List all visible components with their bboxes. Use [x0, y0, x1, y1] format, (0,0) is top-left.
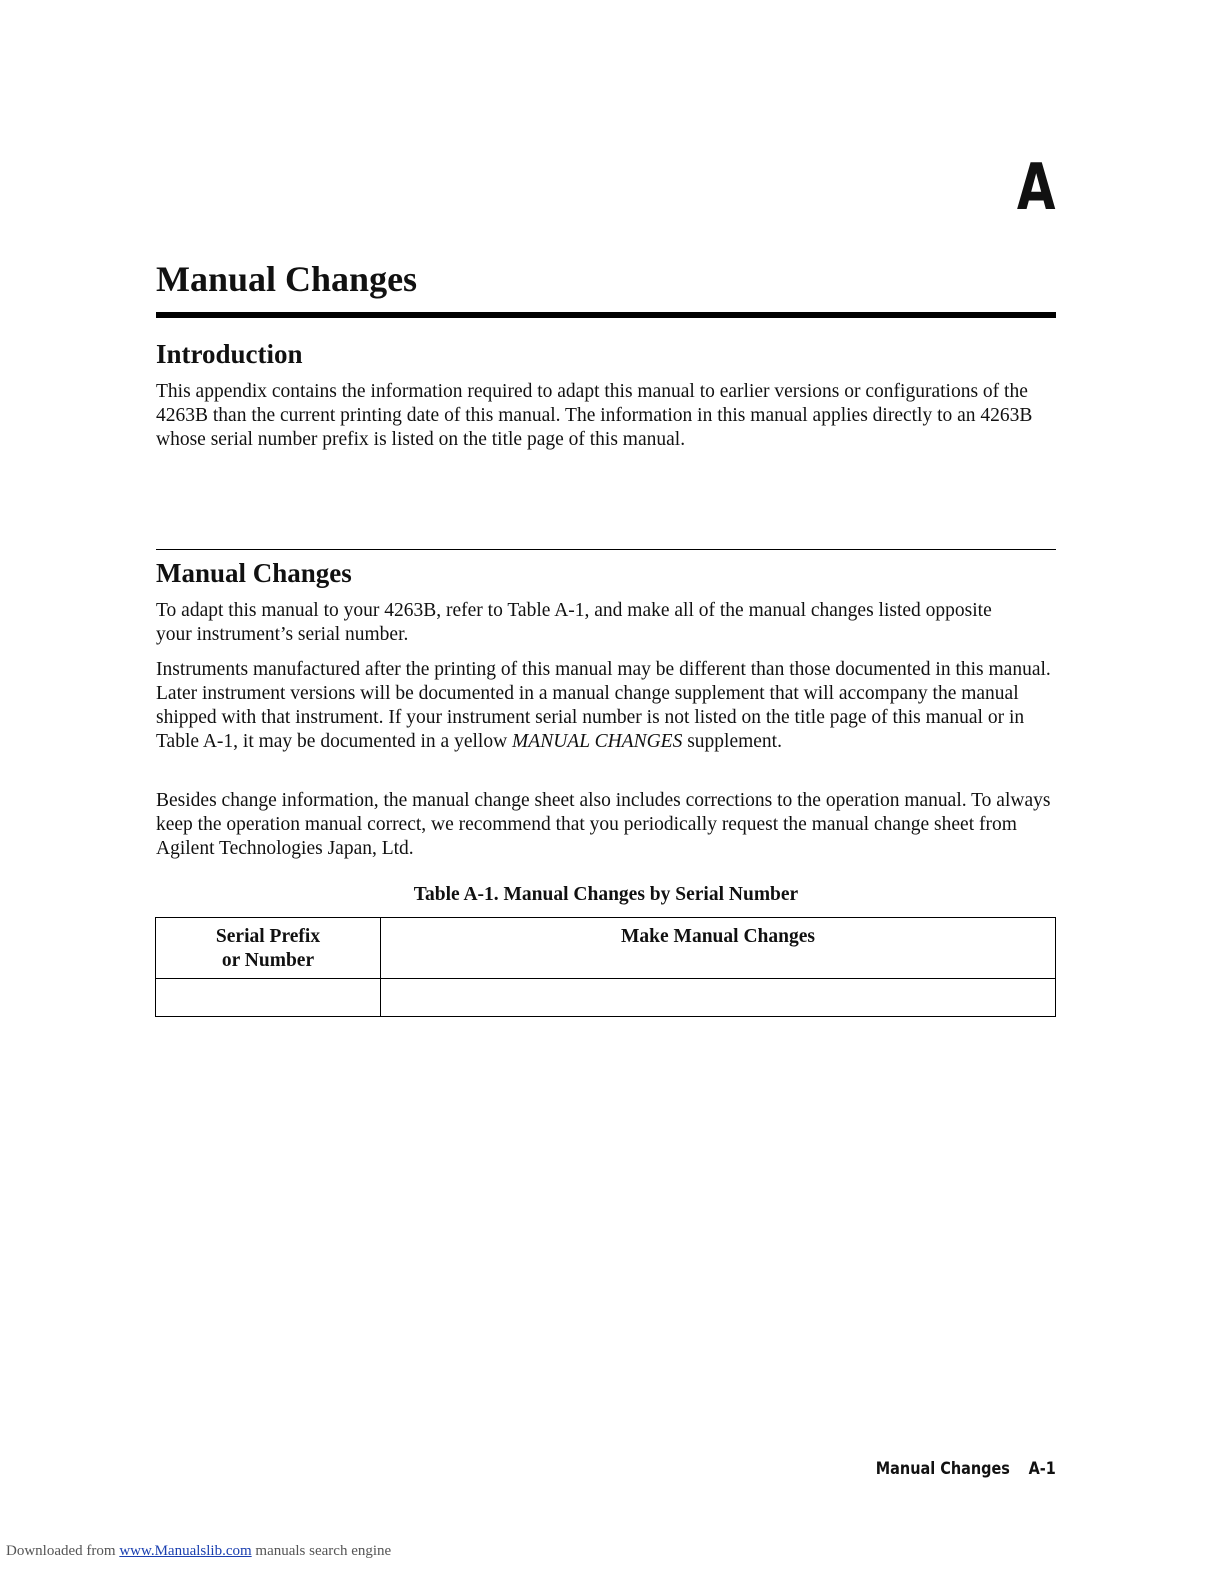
download-note: [6, 1542, 391, 1560]
chapter-letter: A: [1017, 151, 1056, 225]
manual-changes-table: [155, 917, 1056, 1017]
page-footer: [876, 1458, 1056, 1480]
download-note-suffix: manuals search engine: [251, 1543, 392, 1559]
column-header-serial-line1: Serial Prefix: [215, 926, 321, 947]
manualslib-link[interactable]: www.Manualslib.com: [119, 1543, 252, 1559]
manual-changes-supplement-name: MANUAL CHANGES: [512, 731, 683, 752]
chapter-title-rule: [156, 312, 1056, 318]
download-note-prefix: Downloaded from: [6, 1543, 120, 1559]
introduction-heading: Introduction: [156, 339, 303, 369]
manual-changes-paragraph-3: Besides change information, the manual change sheet also includes corrections to the operation manual. To always keep the operation manual correct, we recommend that you periodically request the manual change sheet from Agilent Technologies Japan, Ltd.: [156, 790, 1051, 859]
manual-changes-heading: Manual Changes: [156, 558, 352, 588]
manual-changes-paragraph-2: [156, 658, 1056, 754]
paragraph-2-text: Instruments manufactured after the printing of this manual may be different than those documented in this manual. Later instrument versions will be documented in a manual change supplement that will accompany the manual shipped with that instrument. If your instrument serial number is not listed on the title page of this manual or in Table A-1, it may be documented in a yellow: [156, 659, 1051, 752]
manual-changes-paragraph-1: To adapt this manual to your 4263B, refer to Table A-1, and make all of the manual changes listed opposite your instrument’s serial number.: [156, 600, 992, 645]
table-caption: Table A-1. Manual Changes by Serial Number: [413, 884, 799, 905]
table-cell-serial: [156, 979, 381, 1017]
column-header-changes: Make Manual Changes: [381, 918, 1056, 979]
paragraph-2-tail: supplement.: [682, 731, 782, 752]
column-header-serial-line2: or Number: [221, 950, 315, 971]
section-divider: [156, 549, 1056, 550]
footer-section-title: Manual Changes: [875, 1459, 1011, 1479]
chapter-title: Manual Changes: [156, 259, 418, 299]
column-header-serial: [156, 918, 381, 979]
footer-page-number: A-1: [1028, 1459, 1056, 1479]
table-header-row: [156, 918, 1056, 979]
table-row: [156, 979, 1056, 1017]
introduction-paragraph: This appendix contains the information required to adapt this manual to earlier versions or configurations of the 4263B than the current printing date of this manual. The information in this manual applies directly to an 4263B whose serial number prefix is listed on the title page of this manual.: [156, 381, 1033, 450]
table-cell-changes: [381, 979, 1056, 1017]
